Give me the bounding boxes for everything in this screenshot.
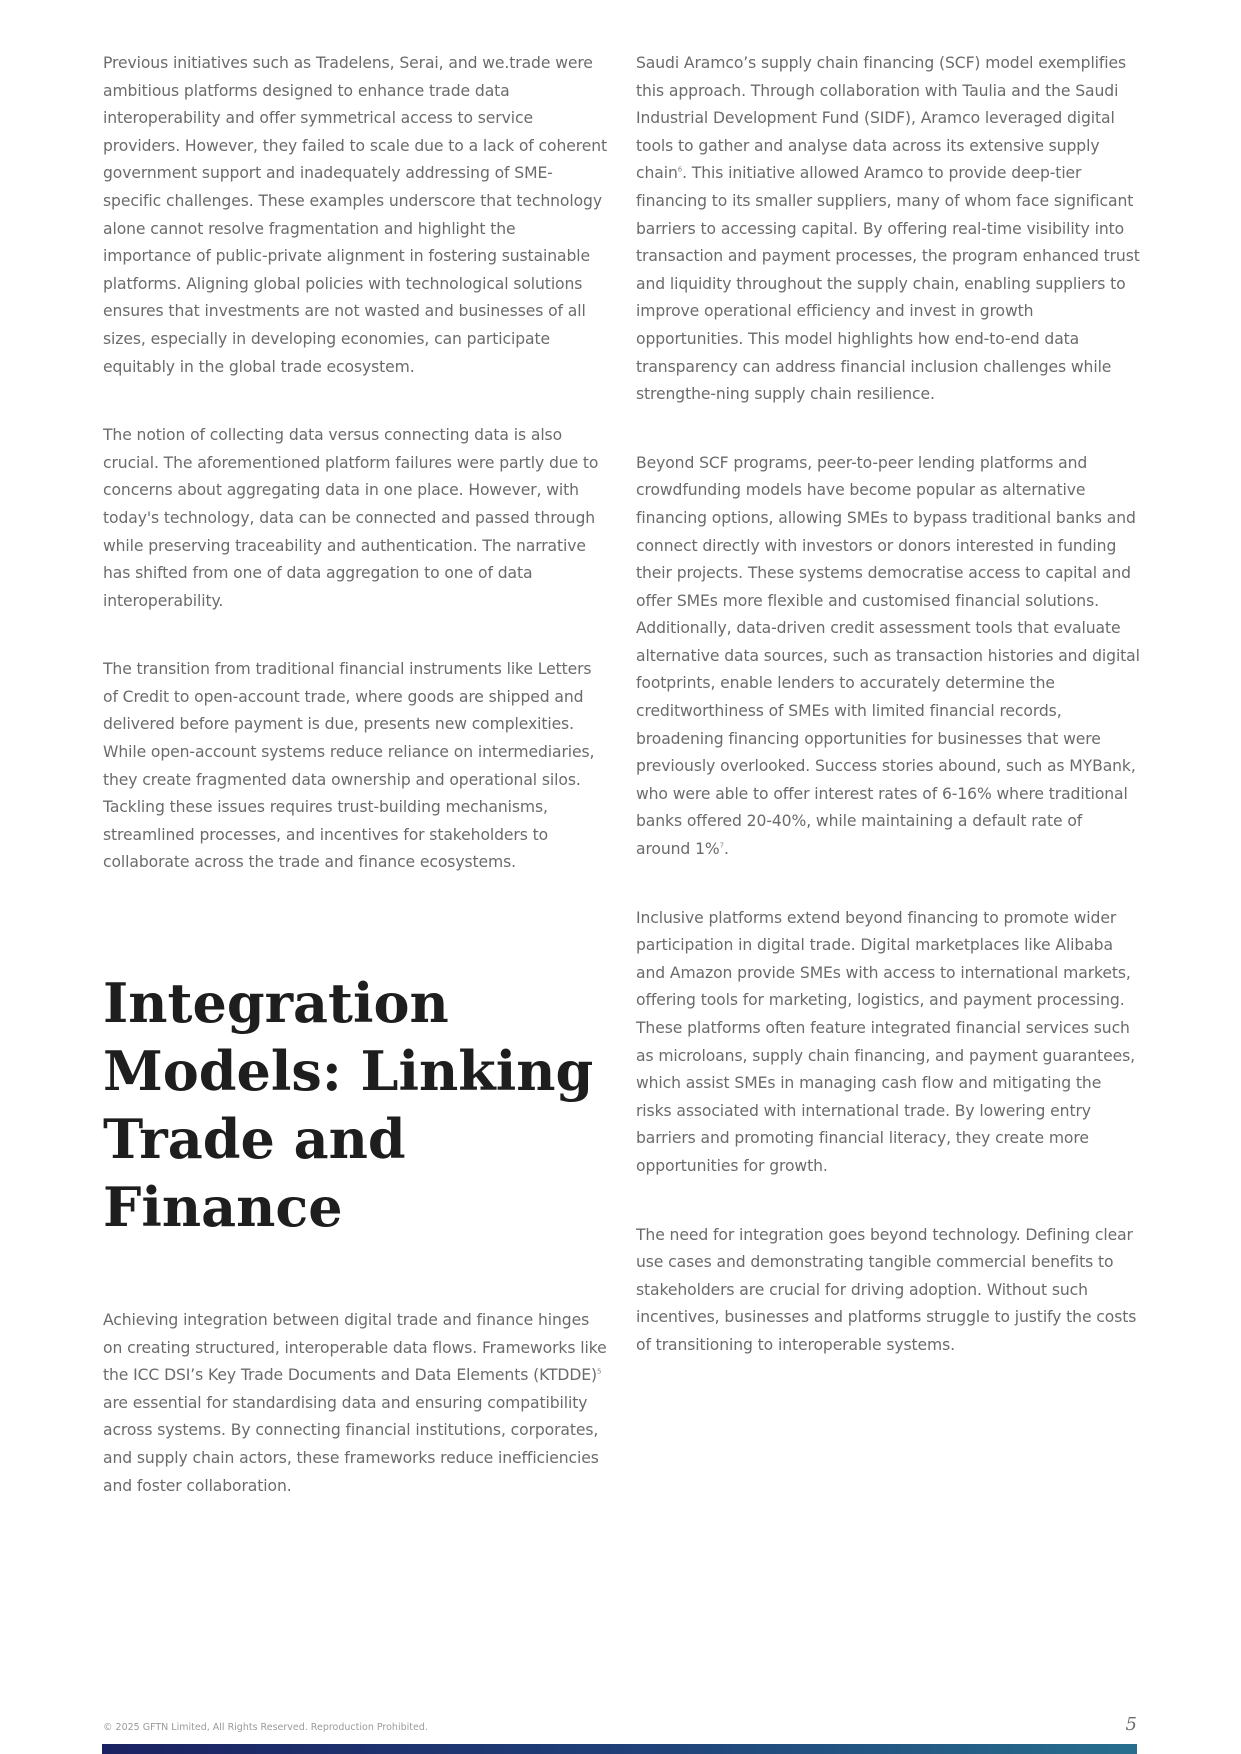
paragraph-collecting-vs-connecting: The notion of collecting data versus connecting data is also crucial. The aforementioned platform failures were partly due to concerns about aggregating data in one place. However, with today's technology, data can be connected and passed through while preserving traceability and authentication. The narrative has shifted from one of data aggregation to one of data interoperability. [103, 426, 599, 610]
paragraph-open-account-trade: The transition from traditional financial instruments like Letters of Credit to open-account trade, where goods are shipped and delivered before payment is due, presents new complexities. While open-account systems reduce reliance on intermediaries, they create fragmented data ownership and operational silos. Tackling these issues requires trust-building mechanisms, streamlined processes, and incentives for stakeholders to collaborate across the trade and finance ecosystems. [103, 660, 595, 872]
paragraph-text: . [723, 840, 729, 859]
paragraph-integration-need: The need for integration goes beyond technology. Defining clear use cases and demonstrating tangible commercial benefits to stakeholders are crucial for driving adoption. Without such incentives, businesses and platforms struggle to justify the costs of transitioning to interoperable systems. [636, 1225, 1137, 1354]
paragraph-text: Beyond SCF programs, peer-to-peer lending platforms and crowdfunding models have become popular as alternative financing options, allowing SMEs to bypass traditional banks and connect directly with investors or donors interested in funding their projects. These systems democratise access to capital and offer SMEs more flexible and customised financial solutions. Additionally, data-driven credit assessment tools that evaluate alternative data sources, such as transaction histories and digital footprints, enable lenders to accurately determine the creditworthiness of SMEs with limited financial records, broadening financing opportunities for businesses that were previously overlooked. Success stories abound, such as MYBank, who were able to offer interest rates of 6-16% where traditional banks offered 20-40%, while maintaining a default rate of around 1% [636, 453, 1140, 859]
paragraph-text: Saudi Aramco’s supply chain financing (SCF) model exemplifies this approach. Through collaboration with Taulia and the Saudi Industrial Development Fund (SIDF), Aramco leveraged digital tools to gather and analyse data across its extensive supply chain [636, 54, 1127, 183]
right-column [636, 50, 1141, 1360]
heading-line-2: Models: Linking [103, 1039, 594, 1104]
left-column [103, 50, 608, 1500]
footnote-ref[interactable]: 6 [677, 166, 683, 175]
paragraph-text: are essential for standardising data and ensuring compatibility across systems. By connecting financial institutions, corporates, and supply chain actors, these frameworks reduce inefficiencies and foster collaboration. [103, 1393, 599, 1495]
paragraph-integration-frameworks [103, 1307, 608, 1500]
footnote-ref[interactable]: 5 [596, 1367, 602, 1376]
paragraph-aramco-scf [636, 50, 1141, 409]
paragraph-inclusive-platforms: Inclusive platforms extend beyond financing to promote wider participation in digital trade. Digital marketplaces like Alibaba and Amazon provide SMEs with access to international markets, offering tools for marketing, logistics, and payment processing. These platforms often feature integrated financial services such as microloans, supply chain financing, and payment guarantees, which assist SMEs in managing cash flow and mitigating the risks associated with international trade. By lowering entry barriers and promoting financial literacy, they create more opportunities for growth. [636, 908, 1136, 1175]
footer-copyright: © 2025 GFTN Limited, All Rights Reserved. Reproduction Prohibited. [103, 1722, 428, 1733]
footer-gradient-bar [102, 1744, 1137, 1754]
paragraph-text: . This initiative allowed Aramco to provide deep-tier financing to its smaller suppliers, many of whom face significant barriers to accessing capital. By offering real-time visibility into transaction and payment processes, the program enhanced trust and liquidity throughout the supply chain, enabling suppliers to improve operational efficiency and invest in growth opportunities. This model highlights how end-to-end data transparency can address financial inclusion challenges while strengthe-ning supply chain resilience. [636, 164, 1140, 404]
heading-line-4: Finance [103, 1175, 343, 1240]
footnote-ref[interactable]: 7 [719, 841, 724, 850]
page-number: 5 [1125, 1714, 1137, 1735]
paragraph-platform-initiatives: Previous initiatives such as Tradelens, Serai, and we.trade were ambitious platforms designed to enhance trade data interoperability and offer symmetrical access to service providers. However, they failed to scale due to a lack of coherent government support and inadequately addressing of SME-specific challenges. These examples underscore that technology alone cannot resolve fragmentation and highlight the importance of public-private alignment in fostering sustainable platforms. Aligning global policies with technological solutions ensures that investments are not wasted and businesses of all sizes, especially in developing economies, can participate equitably in the global trade ecosystem. [103, 54, 607, 376]
heading-line-3: Trade and [103, 1107, 406, 1172]
paragraph-text: Achieving integration between digital trade and finance hinges on creating structured, interoperable data flows. Frameworks like the ICC DSI’s Key Trade Documents and Data Elements (KTDDE) [103, 1311, 607, 1385]
section-heading [103, 969, 608, 1241]
paragraph-p2p-lending [636, 450, 1141, 864]
heading-line-1: Integration [103, 971, 449, 1036]
